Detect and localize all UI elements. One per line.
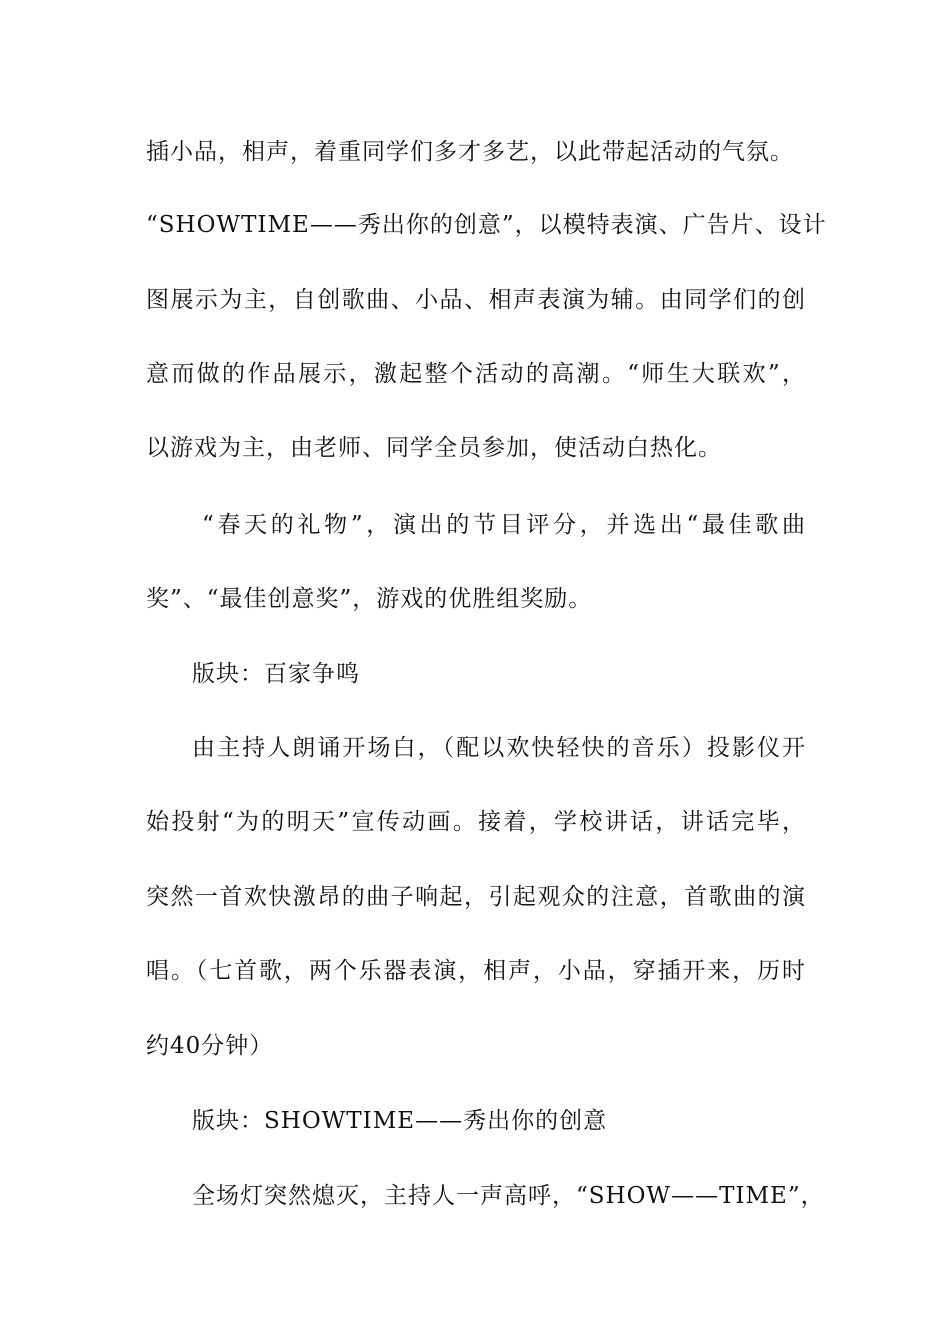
- section-heading: 版块：百家争鸣: [192, 661, 360, 687]
- paragraph-line: 全场灯突然熄灭，主持人一声高呼，“SHOW——TIME”，: [192, 1183, 825, 1209]
- section-heading: 版块：SHOWTIME——秀出你的创意: [192, 1108, 608, 1134]
- paragraph-line: 突然一首欢快激昂的曲子响起，引起观众的注意，首歌曲的演: [146, 884, 806, 910]
- paragraph-line: 约40分钟）: [146, 1033, 274, 1059]
- paragraph-line: 由主持人朗诵开场白，（配以欢快轻快的音乐）投影仪开: [192, 735, 806, 761]
- paragraph-line: 以游戏为主，由老师、同学全员参加，使活动白热化。: [146, 435, 722, 461]
- paragraph-line: “春天的礼物”，演出的节目评分，并选出“最佳歌曲: [202, 512, 806, 538]
- paragraph-line: 插小品，相声，着重同学们多才多艺，以此带起活动的气氛。: [146, 139, 794, 165]
- paragraph-line: 唱。（七首歌，两个乐器表演，相声，小品，穿插开来，历时: [146, 958, 806, 984]
- paragraph-line: 意而做的作品展示，激起整个活动的高潮。“师生大联欢”，: [146, 361, 806, 387]
- paragraph-line: 奖”、“最佳创意奖”，游戏的优胜组奖励。: [146, 586, 593, 612]
- paragraph-line: “SHOWTIME——秀出你的创意”，以模特表演、广告片、设计: [146, 212, 827, 238]
- paragraph-line: 图展示为主，自创歌曲、小品、相声表演为辅。由同学们的创: [146, 287, 806, 313]
- paragraph-line: 始投射“为的明天”宣传动画。接着，学校讲话，讲话完毕，: [146, 809, 806, 835]
